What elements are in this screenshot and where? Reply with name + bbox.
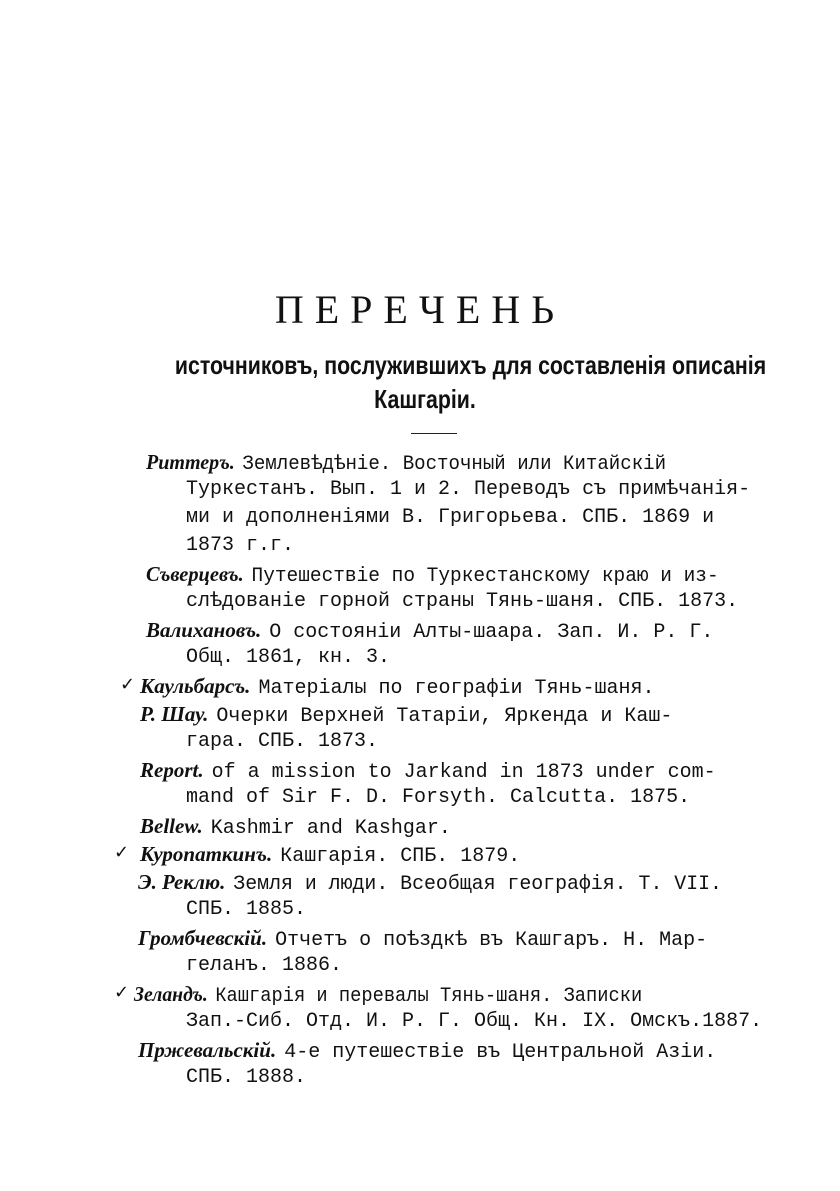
entry-continuation-line: СПБ. 1888. xyxy=(186,1066,307,1089)
entry-text: Землевѣдѣніе. Восточный или Китайскій xyxy=(242,453,667,476)
page-title: ПЕРЕЧЕНЬ xyxy=(274,287,566,332)
entry-first-line xyxy=(134,980,722,1008)
title-divider xyxy=(411,433,457,434)
bibliography-entry xyxy=(146,616,713,672)
entry-text: of a mission to Jarkand in 1873 under com- xyxy=(211,761,716,784)
bibliography-entry xyxy=(138,1036,716,1092)
bibliography-entry xyxy=(146,560,738,616)
entry-first-line xyxy=(138,1036,716,1064)
entry-first-line xyxy=(140,812,451,840)
entry-text: Кашгарія и перевалы Тянь-шаня. Записки xyxy=(215,985,643,1008)
checkmark-icon: ✓ xyxy=(114,982,130,1003)
entry-first-line xyxy=(140,756,716,784)
entry-author: Пржевальскій. xyxy=(138,1038,277,1062)
entry-continuation-line: гара. СПБ. 1873. xyxy=(186,730,379,753)
checkmark-icon: ✓ xyxy=(120,674,136,695)
subtitle-line-1: источниковъ, послужившихъ для составленія описанія xyxy=(174,350,767,380)
entry-author: Каульбарсъ. xyxy=(140,674,251,698)
entry-continuation-line: СПБ. 1885. xyxy=(186,898,307,921)
bibliography-entry xyxy=(140,756,716,812)
checkmark-icon: ✓ xyxy=(114,842,130,863)
entry-continuation-line: Общ. 1861, кн. 3. xyxy=(186,646,391,669)
entry-first-line xyxy=(138,924,707,952)
entry-author: Зеландъ. xyxy=(134,982,208,1006)
entry-author: Риттеръ. xyxy=(146,450,235,474)
entry-continuation-line: геланъ. 1886. xyxy=(186,954,343,977)
entry-continuation-line: слѣдованіе горной страны Тянь-шаня. СПБ. 1873. xyxy=(186,590,739,613)
entry-author: Report. xyxy=(140,758,204,782)
bibliography-entry xyxy=(138,868,726,924)
bibliography-entry xyxy=(138,924,707,980)
entry-text: Матеріалы по географіи Тянь-шаня. xyxy=(258,677,655,700)
entry-author: Валихановъ. xyxy=(146,618,262,642)
entry-author: Э. Реклю. xyxy=(138,870,226,894)
bibliography-entry xyxy=(134,980,762,1036)
bibliography-entry xyxy=(140,840,520,868)
entry-first-line xyxy=(146,616,713,644)
bibliography-entry xyxy=(140,700,672,756)
bibliography-entry xyxy=(146,448,750,560)
entry-author: Куропаткинъ. xyxy=(140,842,273,866)
entry-text: О состояніи Алты-шаара. Зап. И. Р. Г. xyxy=(269,621,714,644)
entry-author: Съверцевъ. xyxy=(146,562,244,586)
bibliography-entry xyxy=(140,812,451,840)
entry-text: Отчетъ о поѣздкѣ въ Кашгаръ. Н. Мар- xyxy=(275,929,708,952)
entry-text: 4-е путешествіе въ Центральной Азіи. xyxy=(284,1041,717,1064)
entry-continuation-line: ми и дополненіями В. Григорьева. СПБ. 1869 и xyxy=(186,506,715,529)
entry-first-line xyxy=(140,700,672,728)
entry-continuation-line: 1873 г.г. xyxy=(186,534,295,557)
entry-text: Kashmir and Kashgar. xyxy=(210,817,451,840)
entry-text: Кашгарія. СПБ. 1879. xyxy=(280,845,521,868)
entry-first-line xyxy=(146,448,722,476)
entry-first-line xyxy=(146,560,722,588)
bibliography-entry xyxy=(140,672,655,700)
entry-text: Очерки Верхней Татаріи, Яркенда и Каш- xyxy=(216,705,673,728)
entry-text: Земля и люди. Всеобщая географія. Т. VII. xyxy=(233,873,722,896)
entry-author: Р. Шау. xyxy=(140,702,209,726)
entry-text: Путешествіе по Туркестанскому краю и из- xyxy=(251,565,719,588)
entry-continuation-line: mand of Sir F. D. Forsyth. Calcutta. 1875. xyxy=(186,786,691,809)
entry-author: Громбчевскій. xyxy=(138,926,268,950)
entry-first-line xyxy=(140,672,655,700)
entry-first-line xyxy=(138,868,722,896)
entry-continuation-line: Зап.-Сиб. Отд. И. Р. Г. Общ. Кн. IX. Омскъ.1887. xyxy=(186,1010,763,1033)
subtitle-line-2: Кашгаріи. xyxy=(374,384,476,414)
entry-first-line xyxy=(140,840,520,868)
entry-continuation-line: Туркестанъ. Вып. 1 и 2. Переводъ съ примѣчанія- xyxy=(186,478,751,501)
entry-author: Bellew. xyxy=(140,814,203,838)
subtitle xyxy=(174,348,767,416)
